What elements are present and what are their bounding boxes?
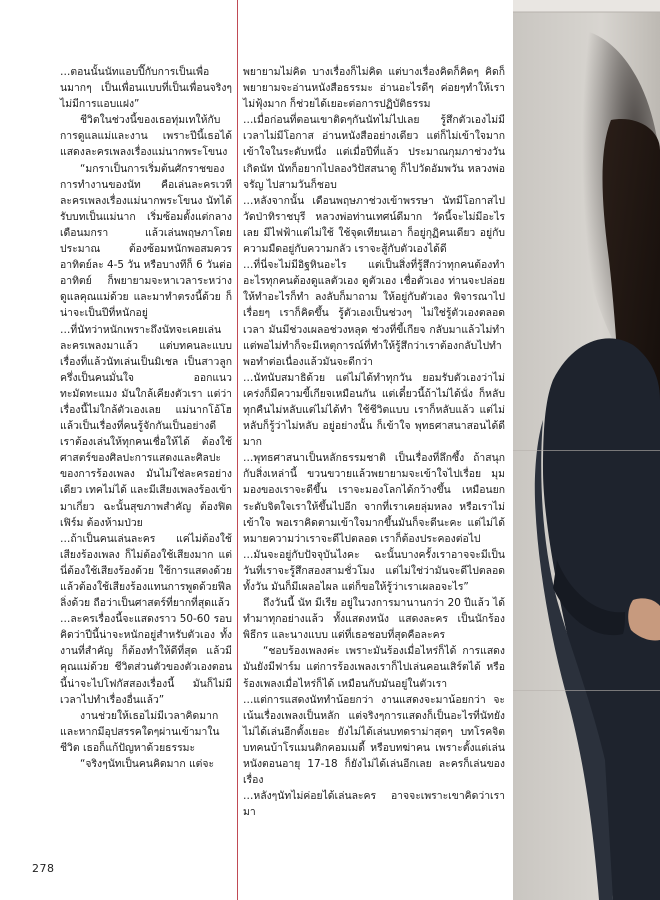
portrait-photo bbox=[513, 0, 660, 900]
paragraph: …ถ้าเป็นคนเล่นละคร แค่ไม่ต้องใช้เสียงร้องเพลง ก็ไม่ต้องใช้เสียงมาก แต่นี่ต้องใช้เสียงร้องด้วย ใช้การแสดงด้วยแล้วต้องใช้เสียงร้องแทนการพูดด้วยฟีลลิ่งด้วย ถือว่าเป็นศาสตร์ที่ยากที่สุดแล้ว bbox=[60, 532, 232, 610]
paragraph: งานช่วยให้เธอไม่มีเวลาคิดมาก และหากมีอุปสรรคใดๆผ่านเข้ามาในชีวิต เธอก็แก้ปัญหาด้วยธรรมะ bbox=[60, 709, 220, 754]
paragraph: “มกราเป็นการเริ่มต้นศักราชของการทำงานของนัท คือเล่นละครเวที ละครเพลงเรื่องแม่นากพระโขนง นัทได้รับบทเป็นแม่นาก เริ่มซ้อมตั้งแต่กลางเดือนมกรา แล้วเล่นพฤษภาโดยประมาณ ต้องซ้อมหนักพอสมควร อาทิตย์ละ 4-5 วัน หรือบางทีก็ 6 วันต่ออาทิตย์ ก็พยายามจะหาเวลาระหว่างดูแลคุณแม่ด้วย และมาทำตรงนี้ด้วย ก็น่าจะเป็นปีที่หนักอยู่ bbox=[60, 162, 232, 320]
paragraph: …พุทธศาสนาเป็นหลักธรรมชาติ เป็นเรื่องที่ลึกซึ้ง ถ้าสนุกกับสิ่งเหล่านี้ ขวนขวายแล้วพยายามจะเข้าใจไปเรื่อย มุมมองของเราจะดีขึ้น เราจะมองโลกได้กว้างขึ้น เหมือนยกระดับจิตใจเราให้ขึ้นไปอีก จากที่เราเคยลุ่มหลง หรือเราไม่เข้าใจ พอเราคิดตามเข้าใจมากขึ้นมันก็จะดีนะคะ แต่ไม่ได้หมายความว่าเราจะดีไปตลอด เราก็ต้องประคองต่อไป bbox=[243, 452, 505, 545]
paragraph: ชีวิตในช่วงนี้ของเธอทุ่มเทให้กับการดูแลแม่และงาน เพราะปีนี้เธอได้แสดงละครเพลงเรื่องแม่นากพระโขนง bbox=[60, 114, 232, 159]
paragraph: “ชอบร้องเพลงค่ะ เพราะมันร้องเมื่อไหร่ก็ได้ การแสดงมันยังมีฟาร์ม แต่การร้องเพลงเราก็ไปเล่นคอนเสิร์ตได้ หรือร้องเพลงเมื่อไหร่ก็ได้ เหมือนกับมันอยู่ในตัวเรา bbox=[243, 645, 505, 690]
paragraph: …แต่การแสดงนัททำน้อยกว่า งานแสดงจะมาน้อยกว่า จะเน้นเรื่องเพลงเป็นหลัก แต่จริงๆการแสดงก็เป็นอะไรที่นัทยังไม่ได้เล่นอีกตั้งเยอะ ยังไม่ได้เล่นบทดราม่าสุดๆ บทโรคจิต บทคนบ้าโรแมนติกคอมเมดี้ หรือบทฆ่าคน เพราะตั้งแต่เล่นหนังตอนอายุ 17-18 ก็ยังไม่ได้เล่นอีกเลย ละครก็เล่นของเรื่อง bbox=[243, 693, 505, 787]
paragraph: …หลังจากนั้น เดือนพฤษภาช่วงเข้าพรรษา นัทมีโอกาสไปวัดป่าทิราชบุรี หลวงพ่อท่านเทศน์ดีมาก วัดนี้จะไม่มีอะไรเลย มีไฟฟ้าแต่ไม่ใช้ ใช้จุดเทียนเอา ก็อยู่กุฏิคนเดียว อยู่กับความมืดอยู่กับความกลัว เราจะสู้กับตัวเองได้ดี bbox=[243, 194, 505, 256]
page-number: 278 bbox=[32, 862, 55, 875]
paragraph: ถึงวันนี้ นัท มีเรีย อยู่ในวงการมานานกว่า 20 ปีแล้ว ได้ทำมาทุกอย่างแล้ว ทั้งแสดงหนัง แสดงละคร เป็นนักร้อง พิธีกร และนางแบบ แต่ที่เธอชอบที่สุดคือละคร bbox=[243, 597, 505, 642]
paragraph: …ที่นี่จะไม่มีอิฐหินอะไร แต่เป็นสิ่งที่รู้สึกว่าทุกคนต้องทำอะไรทุกคนต้องดูแลตัวเอง ดูตัวเอง เชื่อตัวเอง ท่านจะปล่อยให้ทำอะไรก็ทำ ลงลับก็มาถาม ให้อยู่กับตัวเอง พิจารณาไปเรื่อยๆ เราก็คิดขึ้น รู้ตัวเองเป็นช่วงๆ ไม่ใช่รู้ตัวเองตลอดเวลา มันมีช่วงเผลอช่วงหลุด ช่วงที่ขี้เกียจ กลับมาแล้วไม่ทำ แต่พอไม่ทำก็จะมีเหตุการณ์ที่ทำให้รู้สึกว่าเราต้องกลับไปทำ พอทำต่อเนื่องแล้วมันจะดีกว่า bbox=[243, 259, 505, 368]
paragraph: …ตอนนั้นนัทแอบปี๊กับการเป็นเพื่อนมากๆ เป็นเพื่อนแบบที่เป็นเพื่อนจริงๆ ไม่มีการแอบแฝง” bbox=[60, 66, 232, 111]
paragraph: …เมื่อก่อนที่ตอนเขาติดๆกันนัทไม่ไปเลย รู้สึกตัวเองไม่มีเวลาไม่มีโอกาส อ่านหนังสืออย่างเดียว แต่ก็ไม่เข้าใจมาก เข้าใจในระดับหนึ่ง แต่เมื่อปีที่แล้ว ประมาณกุมภาช่วงวันเกิดนัท นัทก็อยากไปลองวิปัสสนาดู ก็ไปวัดอัมพวัน หลวงพ่อจรัญ ไปสามวันก็ชอบ bbox=[243, 114, 505, 191]
article-column-middle bbox=[243, 64, 505, 820]
paragraph: …ที่นัทว่าหนักเพราะถึงนัทจะเคยเล่นละครเพลงมาแล้ว แต่บทคนละแบบ เรื่องที่แล้วนัทเล่นเป็นมิเชล เป็นสาวลูกครึ่งเป็นคนมั่นใจ ออกแนวทะมัดทะแมง มันใกล้เคียงตัวเรา แต่ว่าเรื่องนี้ไม่ใกล้ตัวเองเลย แม่นากโอ้โฮ แล้วเป็นเรื่องที่คนรู้จักกันเป็นอย่างดี เราต้องเล่นให้ทุกคนเชื่อให้ได้ ต้องใช้ศาสตร์ของศิลปะการแสดงและศิลปะของการร้องเพลง มันไม่ใช่ละครอย่างเดียว เทคไม่ได้ และมีเสียงเพลงร้องเข้ามาเกี่ยว ฉะนั้นสุขภาพสำคัญ ต้องฟิตเฟิร์ม ต้องห้ามป่วย bbox=[60, 323, 233, 529]
column-divider-line bbox=[237, 0, 238, 900]
paragraph: …ละครเรื่องนี้จะแสดงราว 50-60 รอบคิดว่าปีนี้น่าจะหนักอยู่สำหรับตัวเอง ทั้งงานที่สำคัญ ก็ต้องทำให้ดีที่สุด แล้วมีคุณแม่ด้วย ชีวิตส่วนตัวของตัวเองตอนนี้น่าจะไปโฟกัสสองเรื่องนี้ มันก็ไม่มีเวลาไปทำเรื่องอื่นแล้ว” bbox=[60, 613, 232, 706]
paragraph: พยายามไม่คิด บางเรื่องก็ไม่คิด แต่บางเรื่องคิดก็คิดๆ คิดก็พยายามจะอ่านหนังสือธรรมะ อ่านอะไรดีๆ ค่อยๆทำให้เราไม่ฟุ้งมาก ก็ช่วยได้เยอะต่อการปฏิบัติธรรม bbox=[243, 66, 505, 111]
paragraph: …นัทนับสมาธิด้วย แต่ไม่ได้ทำทุกวัน ยอมรับตัวเองว่าไม่เคร่งก็มีความขี้เกียจเหมือนกัน แต่เดี๋ยวนี้ถ้าไม่ได้นั่ง ก็หลับทุกคืนไม่หลับแต่ไม่ได้ทำ ใช้ชีวิตแบบ เราก็หลับแล้ว แต่ไม่หลับก็รู้ว่าไม่หลับ อยู่อย่างนั้น ก็เข้าใจ พุทธศาสนาสอนได้ดีมาก bbox=[243, 371, 505, 449]
portrait-photo-illustration bbox=[513, 0, 660, 900]
paragraph: …มันจะอยู่กับปัจจุบันไงคะ ฉะนั้นบางครั้งเราอาจจะมีเป็นวันที่เราจะรู้สึกสองสามชั่วโมง แต่ไม่ใช่ว่ามันจะดีไปตลอดทั้งวัน มันก็มีเผลอไผล แต่ก็ขอให้รู้ว่าเราเผลอจะไร” bbox=[243, 548, 505, 593]
paragraph: “จริงๆนัทเป็นคนคิดมาก แต่จะ bbox=[80, 758, 215, 771]
article-column-left bbox=[60, 64, 232, 772]
paragraph: …หลังๆนัทไม่ค่อยได้เล่นละคร อาจจะเพราะเขาคิดว่าเรามา bbox=[243, 790, 505, 819]
